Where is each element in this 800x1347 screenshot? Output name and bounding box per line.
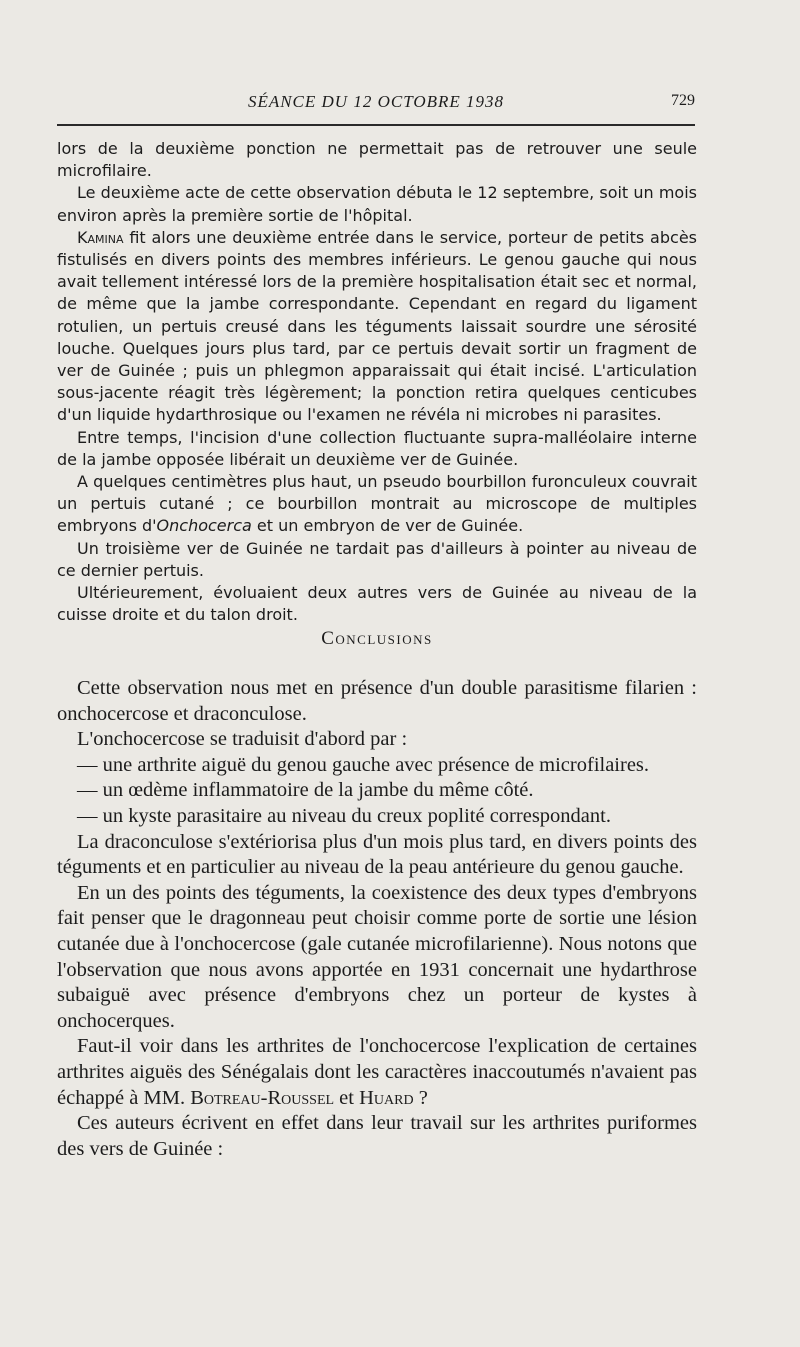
list-item: — un kyste parasitaire au niveau du creux poplité correspondant. [77, 804, 611, 827]
paragraph: lors de la deuxième ponction ne permettait pas de retrouver une seule microfilaire. [57, 139, 697, 181]
page-header [57, 92, 695, 118]
running-title: SÉANCE DU 12 OCTOBRE 1938 [247, 92, 505, 111]
paragraph [57, 1034, 697, 1111]
header-rule [57, 124, 695, 126]
list-item: — un œdème inflammatoire de la jambe du même côté. [77, 779, 534, 802]
paragraph-text: Faut-il voir dans les arthrites de l'onchocercose l'explication de certaines arthrites aiguës des Sénégalais dont les caractères inaccoutumés n'avaient pas échappé à MM. [57, 1035, 697, 1109]
page-number: 729 [671, 92, 695, 109]
paragraph: Ces auteurs écrivent en effet dans leur travail sur les arthrites puriformes des vers de Guinée : [57, 1112, 697, 1160]
paragraph: En un des points des téguments, la coexistence des deux types d'embryons fait penser que le dragonneau peut choisir comme porte de sortie une lésion cutanée due à l'onchocercose (gale cutanée microfilarienne). Nous notons que l'observation que nous avons apportée en 1931 concernait une hydarthrose subaiguë avec présence d'embryons chez un porteur de kystes à onchocerques. [57, 881, 697, 1032]
paragraph-text: et [334, 1086, 360, 1109]
paragraph [57, 227, 697, 427]
patient-name: Kamina [77, 227, 124, 247]
genus-name: Onchocerca [156, 516, 252, 536]
paragraph [57, 471, 697, 538]
paragraph: La draconculose s'extériorisa plus d'un mois plus tard, en divers points des téguments et en particulier au niveau de la peau antérieure du genou gauche. [57, 830, 697, 879]
paragraph-text: fit alors une deuxième entrée dans le service, porteur de petits abcès fistulisés en divers points des membres inférieurs. Le genou gauche qui nous avait tellement intéressé lors de la première hospitalisation était sec et normal, de même que la jambe correspondante. Cependant en regard du ligament rotulien, un pertuis creusé dans les téguments laissait sourdre une sérosité louche. Quelques jours plus tard, par ce pertuis devait sortir un fragment de ver de Guinée ; puis un phlegmon apparaissait qui était incisé. L'articulation sous-jacente réagit très légèrement; la ponction retira quelques centicubes d'un liquide hydarthrosique ou l'examen ne révéla ni microbes ni parasites. [57, 227, 697, 425]
author-name: Huard [359, 1086, 414, 1109]
author-name: Botreau-Roussel [190, 1086, 335, 1109]
paragraph: Un troisième ver de Guinée ne tardait pas d'ailleurs à pointer au niveau de ce dernier pertuis. [57, 538, 697, 580]
conclusions-text [57, 676, 697, 1162]
paragraph: L'onchocercose se traduisit d'abord par : [77, 728, 408, 751]
observation-text [57, 138, 697, 626]
paragraph-text: ? [413, 1086, 428, 1109]
list-item: — une arthrite aiguë du genou gauche avec présence de microfilaires. [77, 753, 650, 776]
paragraph: Ultérieurement, évoluaient deux autres vers de Guinée au niveau de la cuisse droite et du talon droit. [57, 583, 697, 625]
paragraph-text: A quelques centimètres plus haut, un pseudo bourbillon furonculeux couvrait un pertuis cutané ; ce bourbillon montrait au microscope de multiples embryons d' [57, 472, 697, 536]
paragraph: Le deuxième acte de cette observation débuta le 12 septembre, soit un mois environ après la première sortie de l'hôpital. [57, 183, 697, 225]
paragraph-text: et un embryon de ver de Guinée. [251, 516, 524, 536]
paragraph: Entre temps, l'incision d'une collection fluctuante supra-malléolaire interne de la jambe opposée libérait un deuxième ver de Guinée. [57, 427, 697, 469]
section-heading: Conclusions [321, 628, 433, 649]
paragraph: Cette observation nous met en présence d'un double parasitisme filarien : onchocercose et draconculose. [57, 677, 697, 725]
